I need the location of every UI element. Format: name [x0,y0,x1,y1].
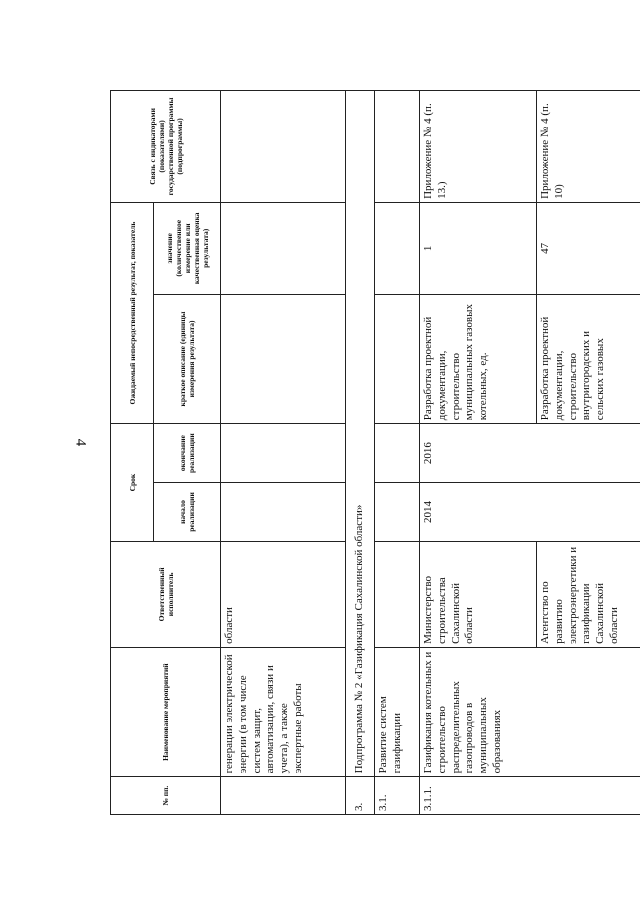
col-result-value: значение (количественное измерение или качественная оценка результата) [154,202,221,294]
col-term-end: окончание реализации [154,424,221,483]
cell-value: 1 [420,202,537,294]
col-num: № пп. [111,777,221,815]
cell-link: Приложение № 4 (п. 13.) [420,91,537,203]
cell-executor: Министерство строительства Сахалинской области [420,541,537,647]
table-row [221,91,346,815]
page-number: 4 [72,438,89,447]
cell-start: 2014 [420,483,640,542]
col-executor: Ответственный исполнитель [111,541,221,647]
col-result: Ожидаемый непосредственный результат, показатель [111,202,154,423]
table-row [346,91,375,815]
cell-name: Развитие систем газификации [375,647,420,776]
cell-num: 3. [346,777,375,815]
table-container [110,90,620,815]
col-name: Наименование мероприятий [111,647,221,776]
section-title: Подпрограмма № 2 «Газификация Сахалинской области» [346,91,375,777]
table-row [375,91,420,815]
cell-desc: Разработка проектной документации, строительство муниципальных газовых котельных, ед. [420,294,537,423]
measures-table [110,90,640,815]
cell-link: Приложение № 4 (п. 10) [537,91,640,203]
cell-num: 3.1.1. [420,777,640,815]
col-link: Связь с индикаторами (показателями) государственной программы (подпрограммы) [111,91,221,203]
cell-name: генерации электрической энергии (в том числе систем защит, автоматизации, связи и учета), а также экспертные работы [221,647,346,776]
cell-desc: Разработка проектной документации, строительство внутригородских и сельских газовых [537,294,640,423]
col-term-start: начало реализации [154,483,221,542]
col-term: Срок [111,424,154,542]
cell-end: 2016 [420,424,640,483]
header-row [111,91,154,815]
cell-executor: области [221,541,346,647]
table-row [420,91,537,815]
cell-name: Газификация котельных и строительство распределительных газопроводов в муниципальных образованиях [420,647,640,776]
col-result-desc: краткое описание (единицы измерения результата) [154,294,221,423]
cell-value: 47 [537,202,640,294]
cell-executor: Агентство по развитию электроэнергетики и газификации Сахалинской области [537,541,640,647]
cell-num: 3.1. [375,777,420,815]
